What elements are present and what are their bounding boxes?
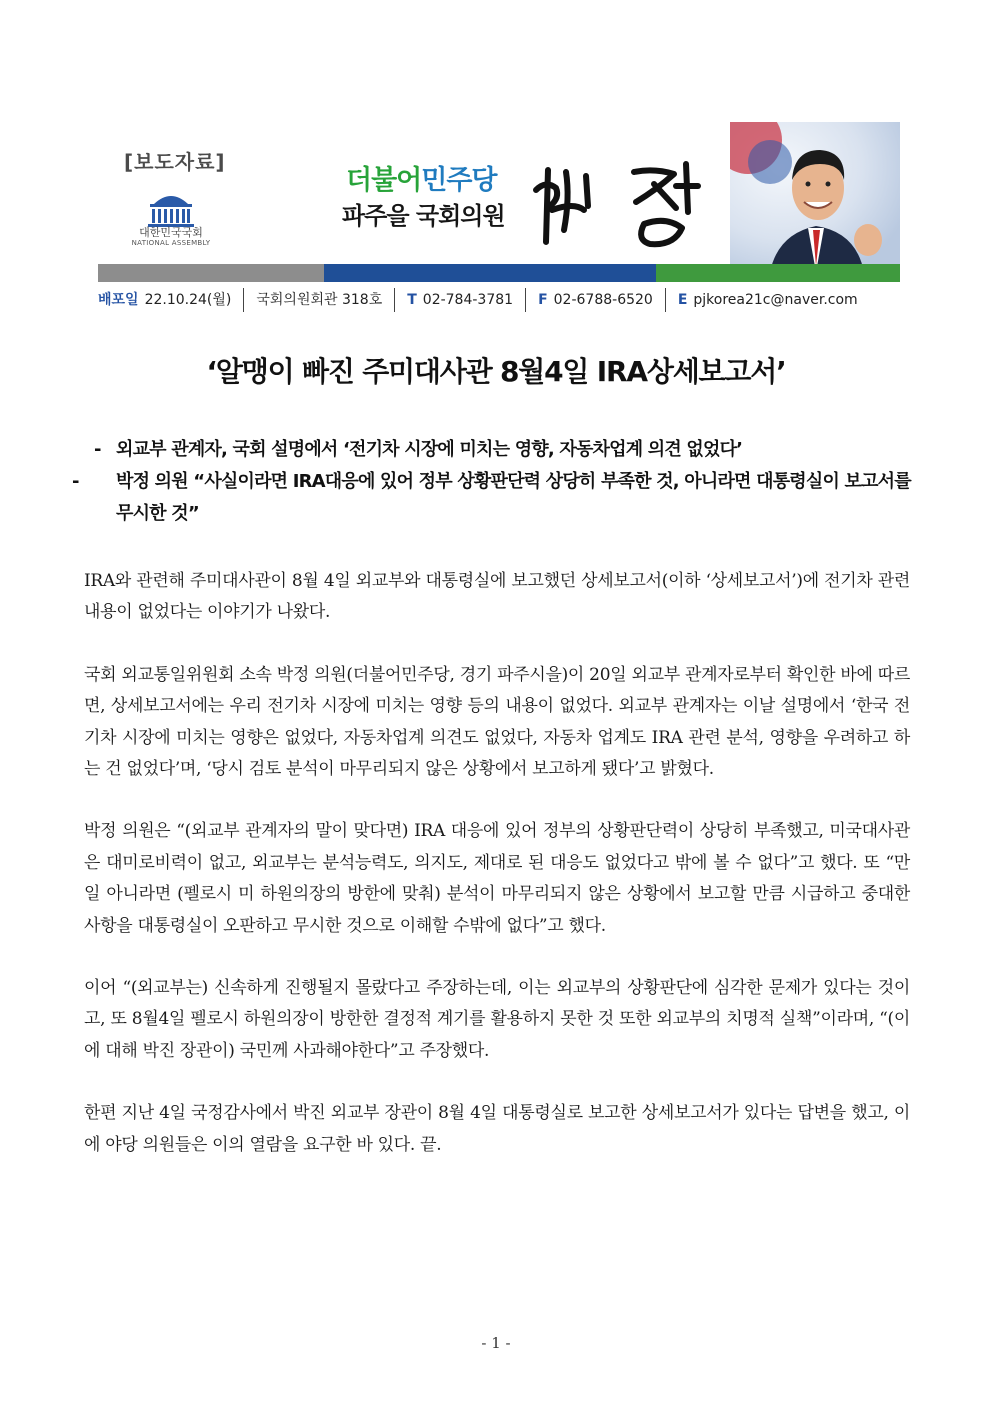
distribution-info-row [98,287,900,313]
party-name-part2: 민주당 [421,165,497,196]
color-bar-segment-green [656,264,900,282]
paragraph-3: 박정 의원은 “(외교부 관계자의 말이 맞다면) IRA 대응에 있어 정부의 상황판단력이 상당히 부족했고, 미국대사관은 대미로비력이 없고, 외교부는 분석능력도, 의지도, 제대로 된 대응도 없었다고 밖에 볼 수 없다”고 했다. 또 “만일 아니라면 (펠로시 미 하원의장의 방한에 맞춰) 분석이 마무리되지 않은 상황에서 보고할 만큼 시급하고 중대한 사항을 대통령실이 오판하고 무시한 것으로 이해할 수밖에 없다”고 했다. [84,821,910,936]
color-bar-segment-blue [324,264,656,282]
party-name [346,158,497,197]
color-bar-segment-gray [98,264,324,282]
portrait-photo [730,122,900,272]
assembly-name-en: NATIONAL ASSEMBLY [131,239,211,247]
district-title: 파주을 국회의원 [342,202,505,230]
paragraph-5: 한편 지난 4일 국정감사에서 박진 외교부 장관이 8월 4일 대통령실로 보고한 상세보고서가 있다는 답변을 했고, 이에 야당 의원들은 이의 열람을 요구한 바 있다. 끝. [84,1103,910,1155]
press-release-header [98,122,900,282]
info-date: 배포일 22.10.24(월) [98,292,232,308]
article-body [84,566,910,1192]
header-color-bar [98,264,900,282]
party-name-part1: 더불어 [346,165,422,196]
page-number: - 1 - [481,1334,511,1352]
subtitle-2: - 박정 의원 “사실이라면 IRA대응에 있어 정부 상황판단력 상당히 부족한 것, 아니라면 대통령실이 보고서를 무시한 것” [72,471,911,524]
assembly-name-kr: 대한민국국회 [139,226,203,239]
paragraph-4: 이어 “(외교부는) 신속하게 진행될지 몰랐다고 주장하는데, 이는 외교부의 상황판단에 심각한 문제가 있다는 것이고, 또 8월4일 펠로시 하원의장이 방한한 결정적 계기를 활용하지 못한 것 또한 외교부의 치명적 실책”이라며, “(이에 대해 박진 장관이) 국민께 사과해야한다”고 주장했다. [84,978,910,1061]
signature-calligraphy [526,150,706,260]
press-release-label: [보도자료] [124,150,226,174]
info-office: 국회의원회관 318호 [243,288,394,312]
subtitle-1: - 외교부 관계자, 국회 설명에서 ‘전기차 시장에 미치는 영향, 자동차업계 의견 없었다’ [94,439,743,460]
paragraph-2: 국회 외교통일위원회 소속 박정 의원(더불어민주당, 경기 파주시을)이 20일 외교부 관계자로부터 확인한 바에 따르면, 상세보고서에는 우리 전기차 시장에 미치는 영향 등의 내용이 없었다. 외교부 관계자는 이날 설명에서 ‘한국 전기차 시장에 미치는 영향은 없었다, 자동차업계 의견도 없었다, 자동차 업계도 IRA 관련 분석, 영향을 우려하고 하는 건 없었다’며, ‘당시 검토 분석이 마무리되지 않은 상황에서 보고하게 됐다’고 밝혔다. [84,664,910,780]
page-title: ‘알맹이 빠진 주미대사관 8월4일 IRA상세보고서’ [206,355,786,388]
info-phone: T 02-784-3781 [394,288,525,312]
paragraph-1: IRA와 관련해 주미대사관이 8월 4일 외교부와 대통령실에 보고했던 상세보고서(이하 ‘상세보고서’)에 전기차 관련 내용이 없었다는 이야기가 나왔다. [84,571,910,623]
info-email: E pjkorea21c@naver.com [665,288,870,312]
info-fax: F 02-6788-6520 [525,288,665,312]
